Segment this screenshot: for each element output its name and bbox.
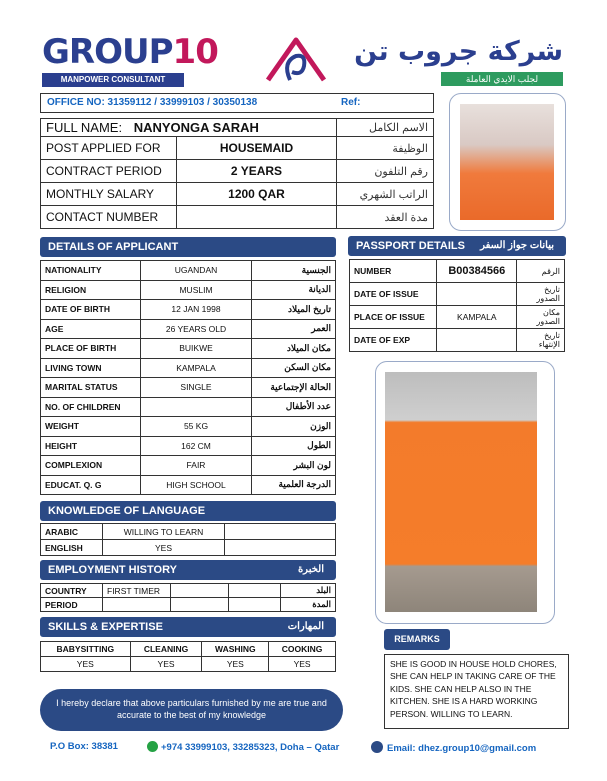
country-label-ar: البلد [281, 584, 336, 598]
employment-title-ar: الخبرة [297, 564, 324, 575]
skills-table [40, 641, 336, 672]
country-value: FIRST TIMER [103, 584, 171, 598]
detail-value: 162 CM [141, 436, 251, 456]
details-title: DETAILS OF APPLICANT [48, 241, 179, 253]
details-row [41, 261, 336, 281]
passport-table [349, 259, 565, 352]
detail-label: RELIGION [41, 280, 141, 300]
name-row [41, 119, 434, 137]
detail-label: LIVING TOWN [41, 358, 141, 378]
skills-title-ar: المهارات [287, 621, 324, 632]
detail-label: MARITAL STATUS [41, 378, 141, 398]
period-label-ar: المدة [281, 598, 336, 612]
company-logo: GROUP10 [42, 32, 218, 72]
detail-label: PLACE OF BIRTH [41, 339, 141, 359]
passport-label: DATE OF EXP [350, 329, 437, 352]
language-name: ARABIC [41, 524, 103, 540]
details-row [41, 456, 336, 476]
language-level: WILLING TO LEARN [103, 524, 225, 540]
arabic-logo-subtitle: لجلب الايدي العاملة [441, 72, 563, 86]
passport-label-ar: تاريخ الإنتهاء [517, 329, 565, 352]
period-label: PERIOD [41, 598, 103, 612]
passport-header [348, 236, 566, 256]
detail-value [141, 397, 251, 417]
logo-subtitle: MANPOWER CONSULTANT [42, 73, 184, 87]
passport-label: NUMBER [350, 260, 437, 283]
detail-label: DATE OF BIRTH [41, 300, 141, 320]
detail-label: AGE [41, 319, 141, 339]
skill-name: WASHING [202, 642, 269, 657]
name-label-ar: الاسم الكامل [337, 119, 434, 137]
detail-value: UGANDAN [141, 261, 251, 281]
language-row [41, 524, 336, 540]
employment-row [41, 584, 336, 598]
detail-label-ar: لون البشر [251, 456, 335, 476]
ref-label: Ref: [341, 97, 361, 108]
footer-email [371, 741, 536, 754]
email-icon [371, 741, 383, 753]
detail-value: KAMPALA [141, 358, 251, 378]
salary-value: 1200 QAR [177, 183, 337, 206]
house-logo-icon [262, 32, 330, 87]
skill-value: YES [202, 657, 269, 672]
office-phones: OFFICE NO: 31359112 / 33999103 / 30350138 [47, 97, 258, 108]
po-box: P.O Box: 38381 [50, 741, 118, 752]
detail-value: 12 JAN 1998 [141, 300, 251, 320]
skill-name: COOKING [269, 642, 336, 657]
post-value: HOUSEMAID [177, 137, 337, 160]
passport-value [437, 283, 517, 306]
passport-value: B00384566 [437, 260, 517, 283]
passport-title-ar: بيانات جواز السفر [480, 240, 554, 251]
contract-label: CONTRACT PERIOD [41, 160, 177, 183]
detail-label: NO. OF CHILDREN [41, 397, 141, 417]
details-row [41, 475, 336, 495]
contact-label-ar: مدة العقد [337, 206, 434, 229]
passport-label-ar: مكان الصدور [517, 306, 565, 329]
employment-header [40, 560, 336, 580]
language-table [40, 523, 336, 556]
detail-label: NATIONALITY [41, 261, 141, 281]
details-row [41, 378, 336, 398]
language-title: KNOWLEDGE OF LANGUAGE [48, 505, 206, 517]
summary-row [41, 183, 434, 206]
detail-label-ar: مكان الميلاد [251, 339, 335, 359]
skill-value: YES [41, 657, 131, 672]
detail-label: WEIGHT [41, 417, 141, 437]
detail-label: COMPLEXION [41, 456, 141, 476]
summary-row [41, 206, 434, 229]
summary-row [41, 137, 434, 160]
full-body-photo [385, 372, 537, 612]
contact-label: CONTACT NUMBER [41, 206, 177, 229]
passport-row [350, 283, 565, 306]
skill-value: YES [130, 657, 202, 672]
name-label: FULL NAME: [46, 120, 123, 135]
language-header [40, 501, 336, 521]
passport-label: DATE OF ISSUE [350, 283, 437, 306]
employment-row [41, 598, 336, 612]
skills-title: SKILLS & EXPERTISE [48, 621, 163, 633]
detail-value: BUIKWE [141, 339, 251, 359]
footer-phone [147, 741, 339, 753]
passport-title: PASSPORT DETAILS [356, 240, 465, 252]
detail-label-ar: الطول [251, 436, 335, 456]
passport-label-ar: تاريخ الصدور [517, 283, 565, 306]
remarks-title: REMARKS [384, 629, 450, 650]
detail-label: EDUCAT. Q. G [41, 475, 141, 495]
passport-value: KAMPALA [437, 306, 517, 329]
details-row [41, 436, 336, 456]
detail-label-ar: الوزن [251, 417, 335, 437]
skill-name: BABYSITTING [41, 642, 131, 657]
applicant-summary-table [40, 118, 434, 229]
detail-value: SINGLE [141, 378, 251, 398]
detail-label-ar: الدرجة العلمية [251, 475, 335, 495]
employment-title: EMPLOYMENT HISTORY [48, 564, 177, 576]
summary-row [41, 160, 434, 183]
arabic-logo: شركة جروب تن [354, 36, 563, 67]
passport-row [350, 329, 565, 352]
detail-label-ar: تاريخ الميلاد [251, 300, 335, 320]
skill-name: CLEANING [130, 642, 202, 657]
skills-value-row [41, 657, 336, 672]
details-row [41, 339, 336, 359]
portrait-photo [460, 104, 554, 220]
passport-row [350, 306, 565, 329]
details-header [40, 237, 336, 257]
detail-value: FAIR [141, 456, 251, 476]
contact-value [177, 206, 337, 229]
detail-value: 55 KG [141, 417, 251, 437]
declaration-text: I hereby declare that above particulars furnished by me are true and accurate to the best of my knowledge [40, 689, 343, 731]
details-row [41, 300, 336, 320]
details-table [40, 260, 336, 495]
contract-value: 2 YEARS [177, 160, 337, 183]
detail-label-ar: العمر [251, 319, 335, 339]
skills-header [40, 617, 336, 637]
post-label-ar: الوظيفة [337, 137, 434, 160]
details-row [41, 397, 336, 417]
salary-label: MONTHLY SALARY [41, 183, 177, 206]
remarks-text: SHE IS GOOD IN HOUSE HOLD CHORES, SHE CAN HELP IN TAKING CARE OF THE KIDS. SHE CAN HELP ALSO IN THE KITCHEN. SHE IS A HARD WORKING PERSON. WILLING TO LEARN. [384, 654, 569, 729]
passport-row [350, 260, 565, 283]
detail-label-ar: الجنسية [251, 261, 335, 281]
passport-label: PLACE OF ISSUE [350, 306, 437, 329]
detail-label: HEIGHT [41, 436, 141, 456]
employment-table [40, 583, 336, 612]
language-name: ENGLISH [41, 540, 103, 556]
passport-value [437, 329, 517, 352]
country-label: COUNTRY [41, 584, 103, 598]
passport-label-ar: الرقم [517, 260, 565, 283]
details-row [41, 358, 336, 378]
salary-label-ar: الراتب الشهري [337, 183, 434, 206]
detail-label-ar: مكان السكن [251, 358, 335, 378]
language-level: YES [103, 540, 225, 556]
whatsapp-icon [147, 741, 158, 752]
skills-header-row [41, 642, 336, 657]
detail-label-ar: الديانة [251, 280, 335, 300]
language-row [41, 540, 336, 556]
details-row [41, 280, 336, 300]
post-label: POST APPLIED FOR [41, 137, 177, 160]
detail-value: HIGH SCHOOL [141, 475, 251, 495]
details-row [41, 417, 336, 437]
detail-label-ar: عدد الأطفال [251, 397, 335, 417]
full-name: NANYONGA SARAH [133, 120, 259, 135]
email-text[interactable]: Email: dhez.group10@gmail.com [387, 743, 537, 754]
skill-value: YES [269, 657, 336, 672]
details-row [41, 319, 336, 339]
office-numbers [40, 93, 434, 113]
contract-label-ar: رقم التلفون [337, 160, 434, 183]
detail-label-ar: الحالة الإجتماعية [251, 378, 335, 398]
phone-text: +974 33999103, 33285323, Doha – Qatar [161, 742, 340, 753]
detail-value: 26 YEARS OLD [141, 319, 251, 339]
detail-value: MUSLIM [141, 280, 251, 300]
